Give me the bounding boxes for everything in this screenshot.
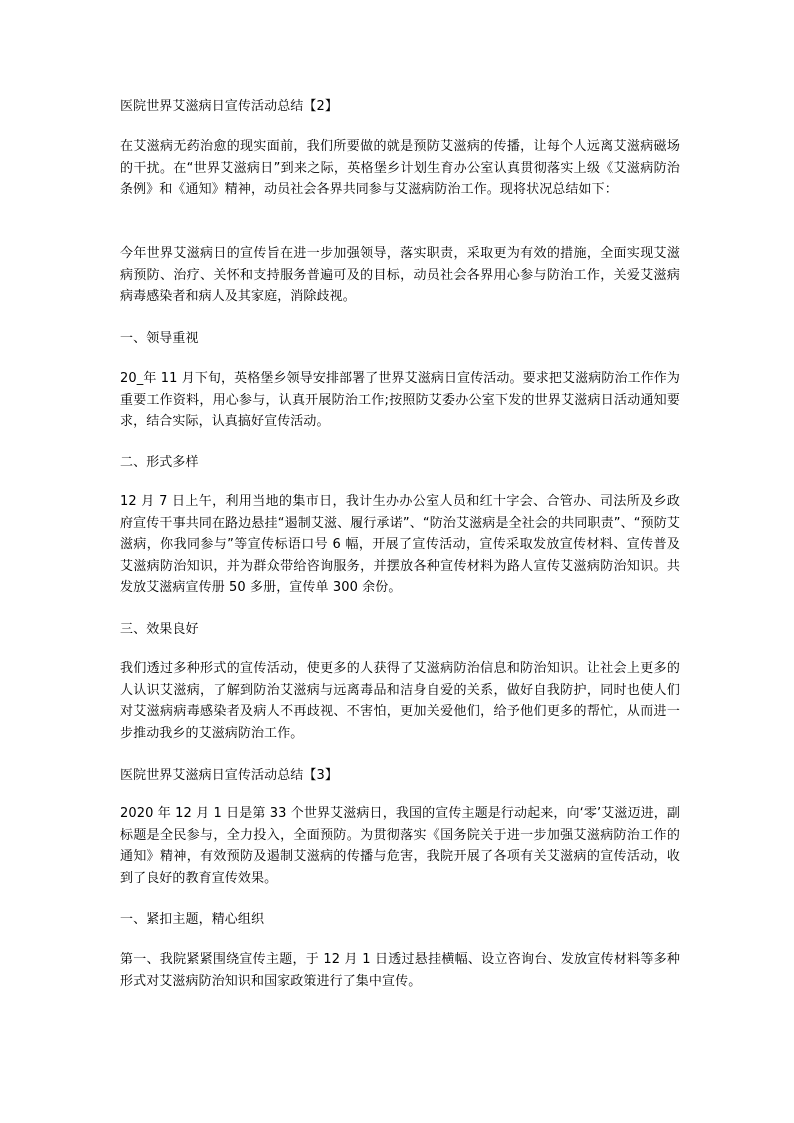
section-2-leadership-paragraph: 20_年 11 月下旬，英格堡乡领导安排部署了世界艾滋病日宣传活动。要求把艾滋病防治工作作为重要工作资料，用心参与，认真开展防治工作;按照防艾委办公室下发的世界艾滋病日活动通知要求，结合实际，认真搞好宣传活动。 [120, 371, 680, 429]
section-3-heading-theme: 一、紧扣主题，精心组织 [120, 912, 265, 927]
section-2-heading-results: 三、效果良好 [120, 622, 199, 637]
section-2-title: 医院世界艾滋病日宣传活动总结【2】 [120, 99, 338, 114]
section-3-intro-paragraph: 2020 年 12 月 1 日是第 33 个世界艾滋病日，我国的宣传主题是行动起来，向‘零’艾滋迈进，副标题是全民参与，全力投入，全面预防。为贯彻落实《国务院关于进一步加强艾滋病防治工作的通知》精神，有效预防及遏制艾滋病的传播与危害，我院开展了各项有关艾滋病的宣传活动，收到了良好的教育宣传效果。 [120, 806, 680, 886]
section-2-forms-paragraph: 12 月 7 日上午，利用当地的集市日，我计生办办公室人员和红十字会、合管办、司法所及乡政府宣传干事共同在路边悬挂“遏制艾滋、履行承诺”、“防治艾滋病是全社会的共同职责”、“预防艾滋病，你我同参与”等宣传标语口号 6 幅，开展了宣传活动，宣传采取发放宣传材料、宣传普及艾滋病防治知识，并为群众带给咨询服务，并摆放各种宣传材料为路人宣传艾滋病防治知识。共发放艾滋病宣传册 50 多册，宣传单 300 余份。 [120, 494, 680, 595]
section-2-heading-forms: 二、形式多样 [120, 455, 199, 470]
section-2-intro-paragraph-1: 在艾滋病无药治愈的现实面前，我们所要做的就是预防艾滋病的传播，让每个人远离艾滋病磁场的干扰。在“世界艾滋病日”到来之际，英格堡乡计划生育办公室认真贯彻落实上级《艾滋病防治条例》和《通知》精神，动员社会各界共同参与艾滋病防治工作。现将状况总结如下： [120, 139, 680, 197]
section-3-title: 医院世界艾滋病日宣传活动总结【3】 [120, 768, 338, 783]
section-2-intro-paragraph-2: 今年世界艾滋病日的宣传旨在进一步加强领导，落实职责，采取更为有效的措施，全面实现艾滋病预防、治疗、关怀和支持服务普遍可及的目标，动员社会各界用心参与防治工作，关爱艾滋病病毒感染者和病人及其家庭，消除歧视。 [120, 246, 680, 304]
section-2-heading-leadership: 一、领导重视 [120, 331, 199, 346]
section-3-theme-paragraph: 第一、我院紧紧围绕宣传主题，于 12 月 1 日透过悬挂横幅、设立咨询台、发放宣传材料等多种形式对艾滋病防治知识和国家政策进行了集中宣传。 [120, 952, 680, 989]
section-2-results-paragraph: 我们透过多种形式的宣传活动，使更多的人获得了艾滋病防治信息和防治知识。让社会上更多的人认识艾滋病，了解到防治艾滋病与远离毒品和洁身自爱的关系，做好自我防护，同时也使人们对艾滋病病毒感染者及病人不再歧视、不害怕，更加关爱他们，给予他们更多的帮忙，从而进一步推动我乡的艾滋病防治工作。 [120, 661, 680, 741]
